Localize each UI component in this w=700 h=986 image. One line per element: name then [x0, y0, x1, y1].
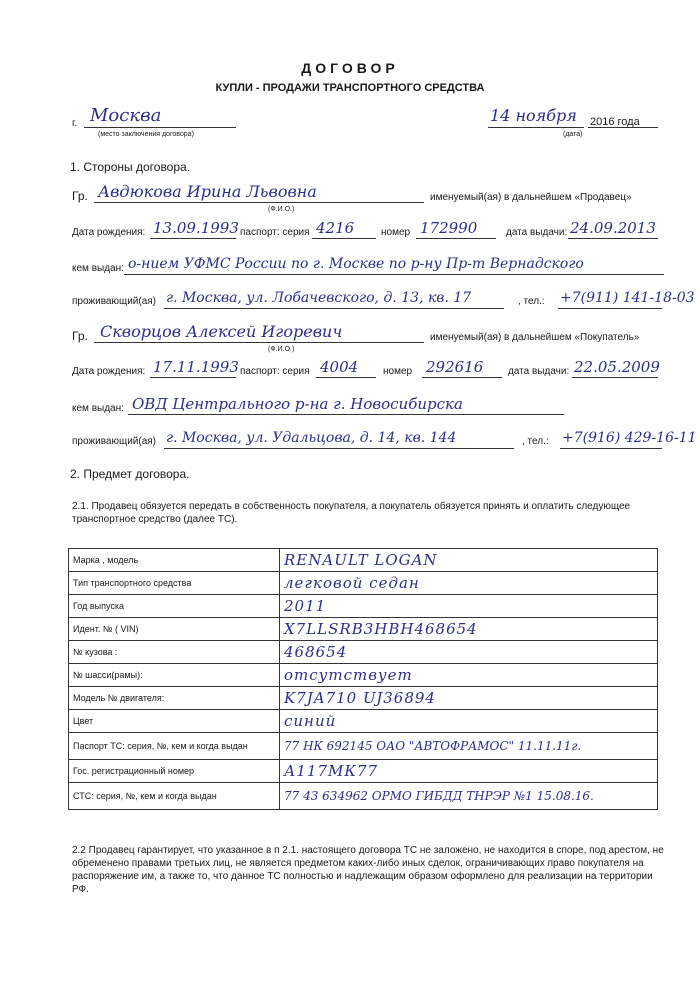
- buyer-address-underline: [164, 448, 514, 449]
- seller-issued-by: о-нием УФМС России по г. Москве по р-ну Пр-т Вернадского: [128, 256, 584, 272]
- seller-role: именуемый(ая) в дальнейшем «Продавец»: [430, 192, 632, 203]
- city-caption: (место заключения договора): [98, 131, 194, 138]
- section2-heading: 2. Предмет договора.: [70, 467, 190, 481]
- seller-issue-date: 24.09.2013: [570, 219, 656, 237]
- table-row: [69, 641, 658, 664]
- buyer-phone-label: , тел.:: [522, 436, 549, 447]
- vehicle-label: Паспорт ТС: серия, №, кем и когда выдан: [69, 733, 280, 760]
- vehicle-label: Тип транспортного средства: [69, 572, 280, 595]
- buyer-issued-label: кем выдан:: [72, 403, 124, 414]
- seller-birth-underline: [150, 238, 236, 239]
- vehicle-value: RENAULT LOGAN: [280, 549, 658, 572]
- buyer-issued-underline: [128, 414, 564, 415]
- vehicle-label: Модель № двигателя:: [69, 687, 280, 710]
- buyer-number-underline: [422, 377, 502, 378]
- date-caption: (дата): [563, 131, 583, 138]
- table-row: [69, 783, 658, 810]
- vehicle-value: K7JA710 UJ36894: [280, 687, 658, 710]
- buyer-birth-label: Дата рождения:: [72, 366, 146, 377]
- seller-birth-label: Дата рождения:: [72, 227, 146, 238]
- buyer-gr-label: Гр.: [72, 329, 88, 343]
- vehicle-table: [68, 548, 658, 810]
- seller-address: г. Москва, ул. Лобачевского, д. 13, кв. 17: [166, 290, 472, 306]
- table-row: [69, 760, 658, 783]
- seller-gr-label: Гр.: [72, 189, 88, 203]
- vehicle-value: 77 НК 692145 ОАО "АВТОФРАМОС" 11.11.11г.: [280, 733, 658, 760]
- buyer-issue-underline: [572, 377, 658, 378]
- seller-issued-label: кем выдан:: [72, 263, 124, 274]
- seller-number: 172990: [420, 219, 478, 237]
- city-prefix: г.: [72, 118, 78, 129]
- section1-heading: 1. Стороны договора.: [70, 160, 191, 174]
- table-row: [69, 618, 658, 641]
- buyer-issued-by: ОВД Центрального р-на г. Новосибирска: [132, 395, 463, 413]
- seller-number-label: номер: [381, 227, 411, 238]
- city-value: Москва: [90, 105, 162, 126]
- vehicle-label: Марка , модель: [69, 549, 280, 572]
- vehicle-label: Цвет: [69, 710, 280, 733]
- seller-series-underline: [312, 238, 376, 239]
- buyer-issue-date: 22.05.2009: [574, 358, 660, 376]
- table-row: [69, 595, 658, 618]
- buyer-birth-underline: [150, 377, 236, 378]
- date-underline: [488, 127, 584, 128]
- vehicle-label: Гос. регистрационный номер: [69, 760, 280, 783]
- table-row: [69, 733, 658, 760]
- buyer-name: Скворцов Алексей Игоревич: [100, 322, 343, 341]
- document-subtitle: КУПЛИ - ПРОДАЖИ ТРАНСПОРТНОГО СРЕДСТВА: [215, 82, 485, 94]
- seller-series-label: паспорт: серия: [240, 227, 310, 238]
- seller-issue-label: дата выдачи:: [506, 227, 568, 238]
- seller-phone: +7(911) 141-18-03: [560, 290, 695, 306]
- city-underline: [84, 127, 236, 128]
- seller-phone-label: , тел.:: [518, 296, 545, 307]
- buyer-birth: 17.11.1993: [153, 358, 239, 376]
- seller-name-underline: [94, 202, 424, 203]
- date-year: 2016 года: [590, 116, 640, 128]
- seller-phone-underline: [558, 308, 662, 309]
- date-value: 14 ноября: [490, 106, 577, 125]
- buyer-series: 4004: [320, 358, 359, 376]
- vehicle-value: 77 43 634962 ОРМО ГИБДД ТНРЭР №1 15.08.16.: [280, 783, 658, 810]
- vehicle-value: А117МК77: [280, 760, 658, 783]
- seller-name: Авдюкова Ирина Львовна: [98, 182, 317, 201]
- vehicle-label: № шасси(рамы):: [69, 664, 280, 687]
- vehicle-value: 468654: [280, 641, 658, 664]
- seller-series: 4216: [316, 219, 355, 237]
- buyer-series-label: паспорт: серия: [240, 366, 310, 377]
- table-row: [69, 710, 658, 733]
- seller-issued-underline: [124, 274, 664, 275]
- seller-address-underline: [164, 308, 504, 309]
- vehicle-label: № кузова :: [69, 641, 280, 664]
- buyer-address-label: проживающий(ая): [72, 436, 156, 447]
- document-title: ДОГОВОР: [301, 60, 399, 76]
- buyer-name-underline: [94, 342, 424, 343]
- vehicle-label: Идент. № ( VIN): [69, 618, 280, 641]
- buyer-number-label: номер: [383, 366, 413, 377]
- vehicle-value: X7LLSRB3HBH468654: [280, 618, 658, 641]
- seller-issue-underline: [568, 238, 658, 239]
- vehicle-label: Год выпуска: [69, 595, 280, 618]
- table-row: [69, 687, 658, 710]
- year-underline: [588, 127, 658, 128]
- vehicle-value: отсутствует: [280, 664, 658, 687]
- buyer-phone-underline: [560, 448, 662, 449]
- seller-number-underline: [416, 238, 496, 239]
- table-row: [69, 664, 658, 687]
- buyer-fio-caption: (Ф.И.О.): [268, 346, 295, 353]
- seller-fio-caption: (Ф.И.О.): [268, 206, 295, 213]
- buyer-role: именуемый(ая) в дальнейшем «Покупатель»: [430, 332, 640, 343]
- seller-birth: 13.09.1993: [153, 219, 239, 237]
- buyer-issue-label: дата выдачи:: [508, 366, 570, 377]
- buyer-series-underline: [316, 377, 376, 378]
- buyer-phone: +7(916) 429-16-11: [562, 430, 697, 446]
- vehicle-value: 2011: [280, 595, 658, 618]
- seller-address-label: проживающий(ая): [72, 296, 156, 307]
- table-row: [69, 549, 658, 572]
- buyer-address: г. Москва, ул. Удальцова, д. 14, кв. 144: [166, 430, 457, 446]
- table-row: [69, 572, 658, 595]
- vehicle-value: легковой седан: [280, 572, 658, 595]
- clause-2-1: 2.1. Продавец обязуется передать в собственность покупателя, а покупатель обязуется принять и оплатить следующее транспортное средство (далее ТС).: [72, 501, 631, 525]
- clause-2-2: 2.2 Продавец гарантирует, что указанное в п 2.1. настоящего договора ТС не заложено, не находится в споре, под арестом, не обременено правами третьих лиц, не является предметом каких-либо иных сделок, ограничивающих право покупателя на распоряжение им, а также то, что данное ТС полностью и надлежащим образом оформлено для реализации на территории РФ.: [72, 845, 664, 895]
- buyer-number: 292616: [426, 358, 484, 376]
- vehicle-value: синий: [280, 710, 658, 733]
- vehicle-label: СТС: серия, №, кем и когда выдан: [69, 783, 280, 810]
